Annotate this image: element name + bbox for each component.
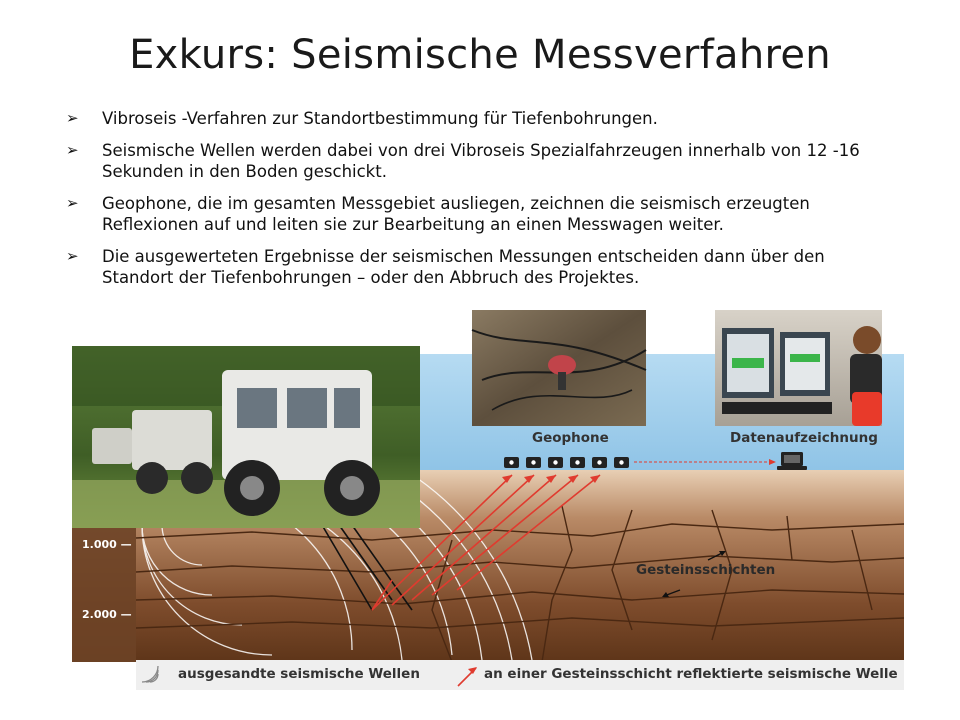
legend-emitted-waves: ausgesandte seismische Wellen (178, 666, 420, 682)
geophone-photo (472, 310, 646, 426)
truck-photo (72, 346, 420, 528)
laptop-icon (777, 452, 807, 470)
data-recording-photo (715, 310, 882, 426)
legend-reflected-wave: an einer Gesteinsschicht reflektierte seismische Welle (484, 666, 898, 682)
bullet-list (66, 108, 896, 299)
arrow-bullet-icon: ➢ (66, 109, 79, 127)
bullet-item (66, 140, 896, 182)
arrow-bullet-icon: ➢ (66, 141, 79, 159)
bullet-item (66, 246, 896, 288)
bullet-text: Die ausgewerteten Ergebnisse der seismischen Messungen entscheiden dann über den Standort der Tiefenbohrungen – oder den Abbruch des Projektes. (102, 247, 825, 287)
arrow-bullet-icon: ➢ (66, 194, 79, 212)
slide-title: Exkurs: Seismische Messverfahren (129, 32, 831, 78)
bullet-text: Seismische Wellen werden dabei von drei Vibroseis Spezialfahrzeugen innerhalb von 12 -16 Sekunden in den Boden geschickt. (102, 141, 860, 181)
seismic-diagram-graphic (72, 310, 904, 690)
depth-label-2000: 2.000 — (82, 608, 132, 621)
bullet-item (66, 108, 896, 129)
label-rock-layers: Gesteinsschichten (636, 562, 776, 578)
bullet-text: Vibroseis -Verfahren zur Standortbestimmung für Tiefenbohrungen. (102, 109, 658, 128)
bullet-text: Geophone, die im gesamten Messgebiet ausliegen, zeichnen die seismisch erzeugten Reflexionen auf und leiten sie zur Bearbeitung an einen Messwagen weiter. (102, 194, 810, 234)
label-data-recording: Datenaufzeichnung (730, 430, 878, 446)
bullet-item (66, 193, 896, 235)
depth-label-1000: 1.000 — (82, 538, 132, 551)
arrow-bullet-icon: ➢ (66, 247, 79, 265)
seismic-diagram (72, 310, 904, 690)
label-geophone: Geophone (532, 430, 609, 446)
